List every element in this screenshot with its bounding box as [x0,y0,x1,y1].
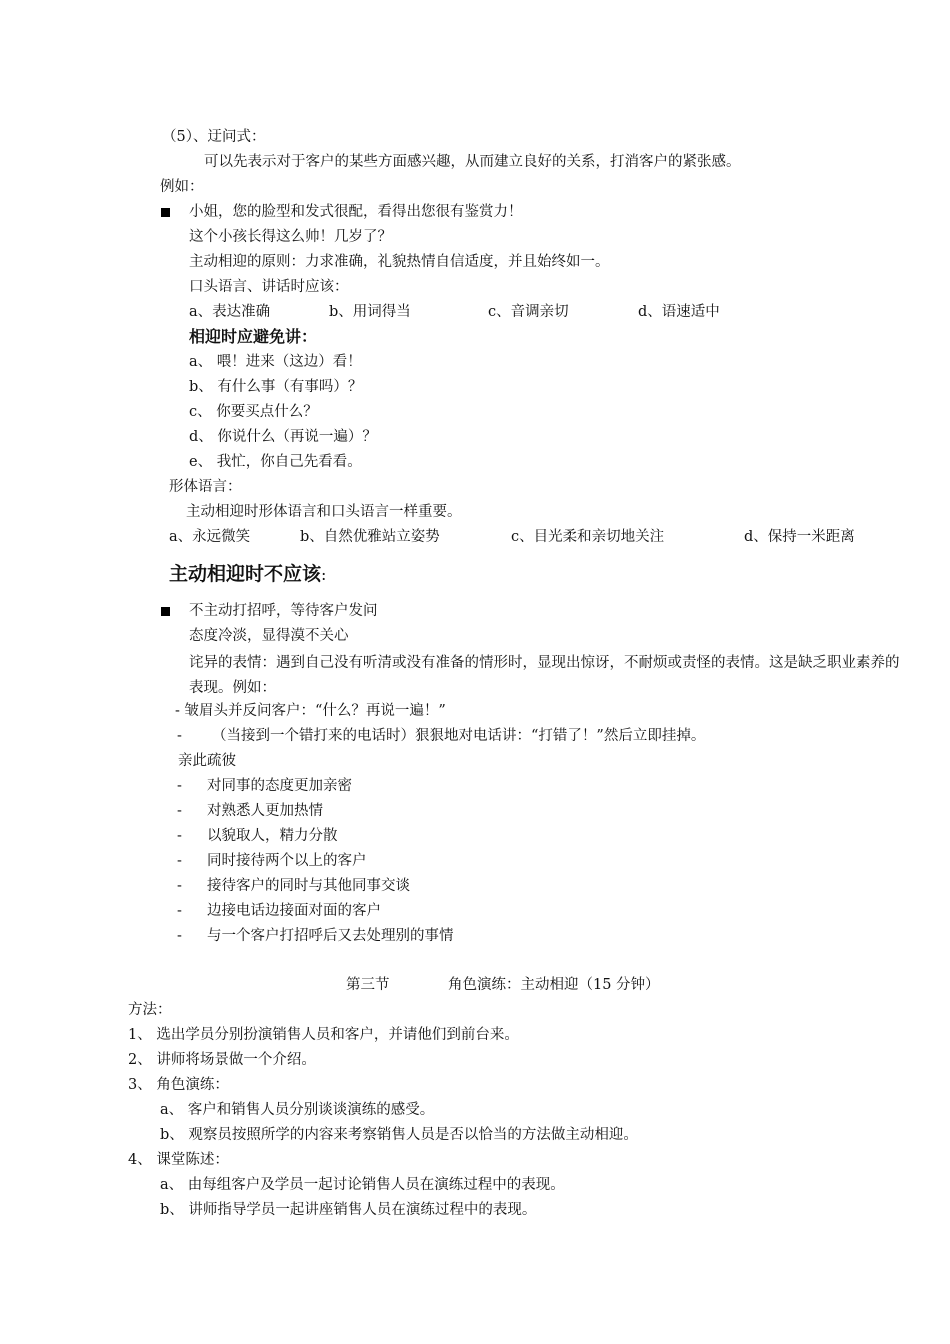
section5-heading: （5）、迂问式： [162,129,266,145]
should-not-title-colon: : [321,565,327,584]
avoid-item-d: d、 你说什么（再说一遍）？ [189,429,377,445]
avoid-item-a: a、 喂！进来（这边）看！ [189,354,362,370]
avoid-title: 相迎时应避免讲： [189,327,318,346]
example-phone-dash: - [177,728,182,744]
body-language-desc: 主动相迎时形体语言和口头语言一样重要。 [186,504,462,520]
example-line-2: 这个小孩长得这么帅！几岁了？ [189,229,392,245]
step-4: 4、 课堂陈述： [128,1152,229,1168]
principle-line: 主动相迎的原则：力求准确，礼貌热情自信适度，并且始终如一。 [189,254,610,270]
should-not-title-wrap [169,561,326,587]
should-not-line-2: 态度冷淡，显得漠不关心 [189,628,349,644]
step-1: 1、 选出学员分别扮演销售人员和客户，并请他们到前台来。 [128,1027,519,1043]
speech-option-d: d、语速适中 [638,304,720,320]
avoid-item-b: b、 有什么事（有事吗）？ [189,379,363,395]
should-not-line-1: 不主动打招呼，等待客户发问 [189,603,378,619]
speech-option-a: a、表达准确 [189,304,271,320]
step-4b: b、 讲师指导学员一起讲座销售人员在演练过程中的表现。 [160,1202,537,1218]
example-phone: （当接到一个错打来的电话时）狠狠地对电话讲：“打错了！”然后立即挂掉。 [212,728,706,744]
dash-marker: - [177,828,182,844]
dash-marker: - [177,878,182,894]
section3-title-left: 第三节 [346,977,390,993]
favoritism-item-2: 对熟悉人更加热情 [207,803,323,819]
body-option-a: a、永远微笑 [169,529,251,545]
step-2: 2、 讲师将场景做一个介绍。 [128,1052,316,1068]
speech-label: 口头语言、讲话时应该： [189,279,349,295]
step-3a: a、 客户和销售人员分别谈谈演练的感受。 [160,1102,435,1118]
dash-marker: - [177,803,182,819]
favoritism-item-1: 对同事的态度更加亲密 [207,778,352,794]
square-bullet-icon [161,607,170,616]
speech-option-c: c、音调亲切 [488,304,569,320]
favoritism-item-3: 以貌取人，精力分散 [207,828,338,844]
should-not-title: 主动相迎时不应该 [169,563,322,585]
method-label: 方法： [128,1002,172,1018]
step-4a: a、 由每组客户及学员一起讨论销售人员在演练过程中的表现。 [160,1177,565,1193]
avoid-item-c: c、 你要买点什么？ [189,404,318,420]
example-line-1: 小姐，您的脸型和发式很配，看得出您很有鉴赏力！ [189,204,523,220]
speech-option-b: b、用词得当 [329,304,411,320]
dash-marker: - [177,778,182,794]
body-option-d: d、保持一米距离 [744,529,855,545]
favoritism-item-7: 与一个客户打招呼后又去处理别的事情 [207,928,454,944]
step-3b: b、 观察员按照所学的内容来考察销售人员是否以恰当的方法做主动相迎。 [160,1127,638,1143]
favoritism-item-6: 边接电话边接面对面的客户 [207,903,381,919]
avoid-item-e: e、 我忙，你自己先看看。 [189,454,362,470]
favoritism-item-4: 同时接待两个以上的客户 [207,853,367,869]
section3-title-right: 角色演练：主动相迎（15 分钟） [448,977,660,993]
body-option-b: b、自然优雅站立姿势 [300,529,440,545]
example-label: 例如： [160,179,204,195]
favoritism-item-5: 接待客户的同时与其他同事交谈 [207,878,410,894]
example-frown: - 皱眉头并反问客户：“什么？再说一遍！” [175,703,446,719]
step-3: 3、 角色演练： [128,1077,229,1093]
dash-marker: - [177,903,182,919]
favoritism-label: 亲此疏彼 [178,753,236,769]
dash-marker: - [177,928,182,944]
section5-desc: 可以先表示对于客户的某些方面感兴趣，从而建立良好的关系，打消客户的紧张感。 [204,154,741,170]
should-not-line-3: 诧异的表情：遇到自己没有听清或没有准备的情形时，显现出惊讶，不耐烦或责怪的表情。这是缺乏职业素养的表现。例如： [189,655,900,696]
square-bullet-icon [161,208,170,217]
dash-marker: - [177,853,182,869]
body-option-c: c、目光柔和亲切地关注 [511,529,665,545]
body-language-label: 形体语言： [169,479,242,495]
